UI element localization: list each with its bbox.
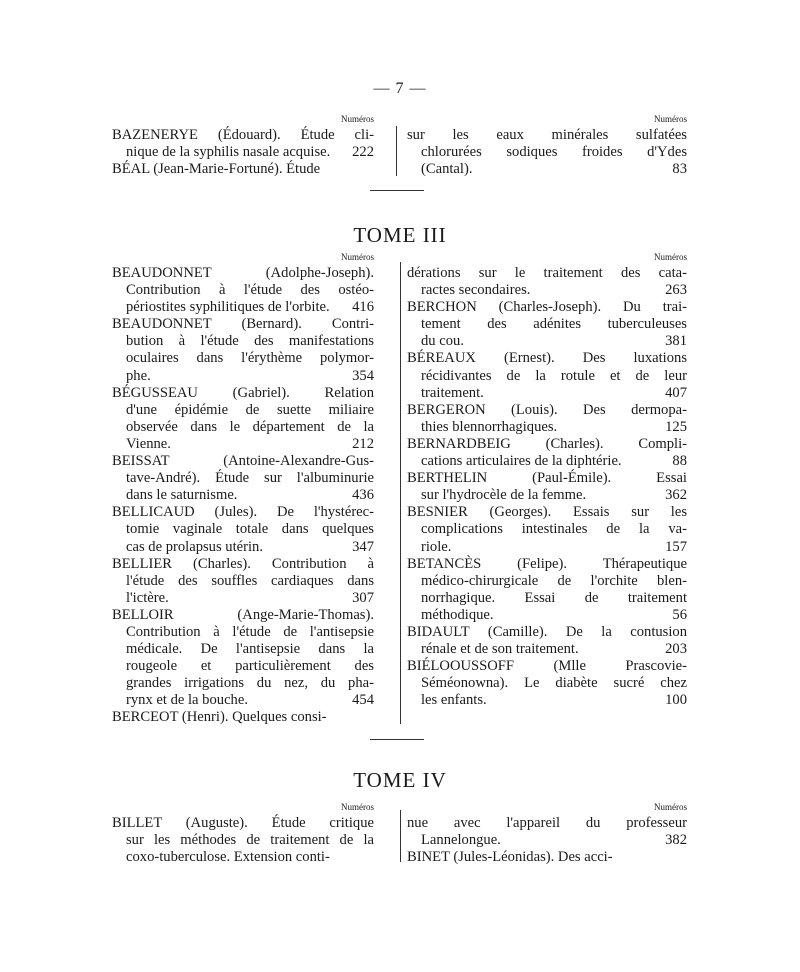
entry-line-text: thies blennorrhagiques. xyxy=(421,418,558,435)
entry-number: 416 xyxy=(352,299,374,316)
numeros-header: Numéros xyxy=(654,252,687,262)
index-entry xyxy=(112,607,374,710)
entry-line: sur les eaux minérales sulfatées xyxy=(407,127,687,143)
entry-last-line xyxy=(407,282,687,299)
section-rule xyxy=(370,190,424,191)
entry-line-text: méthodique. xyxy=(421,606,494,623)
entry-line: BELLOIR (Ange-Marie-Thomas). xyxy=(112,606,374,623)
section-1-right-column xyxy=(407,252,687,709)
entry-line-text: du cou. xyxy=(421,333,464,350)
entry-line-text: rénale et de son traitement. xyxy=(421,641,579,658)
section-2-left-column xyxy=(112,802,374,866)
entry-line: tomie vaginale totale dans quelques xyxy=(126,521,374,538)
entry-number: 382 xyxy=(665,832,687,849)
entry-number: 381 xyxy=(665,333,687,350)
index-entry xyxy=(407,436,687,470)
entry-number: 362 xyxy=(665,487,687,504)
numeros-header: Numéros xyxy=(341,802,374,812)
entry-last-line xyxy=(112,299,374,316)
entry-line: Contribution à l'étude de l'antisepsie xyxy=(126,623,374,640)
column-divider xyxy=(396,126,397,176)
section-0-left-column xyxy=(112,114,374,178)
entry-line-text: phe. xyxy=(126,367,151,384)
numeros-header: Numéros xyxy=(654,114,687,124)
entry-line-text: rynx et de la bouche. xyxy=(126,692,248,709)
entry-last-line xyxy=(407,333,687,350)
entry-last-line xyxy=(112,539,374,556)
entry-line: grandes irrigations du nez, du pha- xyxy=(126,675,374,692)
entry-line: BEAUDONNET (Adolphe-Joseph). xyxy=(112,265,374,281)
entry-line: d'une épidémie de suette miliaire xyxy=(126,401,374,418)
entry-number: 263 xyxy=(665,282,687,299)
entry-number: 100 xyxy=(665,692,687,709)
entry-line: BILLET (Auguste). Étude critique xyxy=(112,815,374,831)
index-entry xyxy=(112,453,374,504)
index-entry xyxy=(407,658,687,709)
entry-number: 407 xyxy=(665,384,687,401)
entry-line-text: les enfants. xyxy=(421,692,487,709)
entry-line: BÉGUSSEAU (Gabriel). Relation xyxy=(112,384,374,401)
entry-line: BESNIER (Georges). Essais sur les xyxy=(407,504,687,521)
page-number: — 7 — xyxy=(373,80,427,97)
index-entry xyxy=(407,402,687,436)
index-entry xyxy=(407,849,687,866)
entry-line: l'étude des souffles cardiaques dans xyxy=(126,572,374,589)
section-rule xyxy=(370,739,424,740)
entry-number: 83 xyxy=(672,161,687,178)
entry-line: BEISSAT (Antoine-Alexandre-Gus- xyxy=(112,453,374,470)
entry-last-line xyxy=(112,144,374,161)
entry-line: sur les méthodes de traitement de la xyxy=(126,832,374,849)
numeros-header: Numéros xyxy=(341,114,374,124)
entry-number: 347 xyxy=(352,538,374,555)
entry-line: BINET (Jules-Léonidas). Des acci- xyxy=(407,849,613,866)
entry-last-line xyxy=(407,641,687,658)
index-entry xyxy=(407,504,687,555)
entry-last-line xyxy=(407,453,687,470)
entry-last-line xyxy=(407,607,687,624)
column-divider xyxy=(400,262,401,724)
entry-line: récidivantes de la rotule et de leur xyxy=(421,367,687,384)
index-entry xyxy=(112,127,374,161)
index-entry xyxy=(407,265,687,299)
entry-number: 56 xyxy=(672,606,687,623)
entry-line: norrhagique. Essai de traitement xyxy=(421,589,687,606)
entry-line: médicale. De l'antisepsie dans la xyxy=(126,641,374,658)
section-0-right-column xyxy=(407,114,687,178)
section-2-right-column xyxy=(407,802,687,866)
entry-line: tement des adénites tuberculeuses xyxy=(421,316,687,333)
entry-number: 125 xyxy=(665,418,687,435)
index-entry xyxy=(407,127,687,178)
entry-last-line xyxy=(112,487,374,504)
entry-line-text: cas de prolapsus utérin. xyxy=(126,538,263,555)
index-entry xyxy=(112,385,374,453)
section-title-tome-iv: TOME IV xyxy=(353,768,447,792)
entry-line: BERCEOT (Henri). Quelques consi- xyxy=(112,709,327,726)
index-entry xyxy=(407,556,687,624)
entry-line: chlorurées sodiques froides d'Ydes xyxy=(421,144,687,161)
entry-line: nue avec l'appareil du professeur xyxy=(407,815,687,831)
entry-line-text: (Cantal). xyxy=(421,161,473,178)
entry-line: BERGERON (Louis). Des dermopa- xyxy=(407,401,687,418)
entry-number: 157 xyxy=(665,538,687,555)
section-title-tome-iii: TOME III xyxy=(353,223,447,247)
entry-line-text: traitement. xyxy=(421,384,484,401)
entry-number: 454 xyxy=(352,692,374,709)
entry-last-line xyxy=(407,161,687,178)
entry-line: BIDAULT (Camille). De la contusion xyxy=(407,623,687,640)
entry-line: BETANCÈS (Felipe). Thérapeutique xyxy=(407,555,687,572)
entry-line-text: dans le saturnisme. xyxy=(126,487,238,504)
entry-line-text: ractes secondaires. xyxy=(421,282,531,299)
entry-number: 307 xyxy=(352,589,374,606)
index-entry xyxy=(407,624,687,658)
entry-line: BÉAL (Jean-Marie-Fortuné). Étude xyxy=(112,161,321,178)
entry-number: 88 xyxy=(672,453,687,470)
entry-line: BELLICAUD (Jules). De l'hystérec- xyxy=(112,504,374,521)
entry-line: coxo-tuberculose. Extension conti- xyxy=(126,849,330,866)
entry-number: 354 xyxy=(352,367,374,384)
entry-line: Séméonowna). Le diabète sucré chez xyxy=(421,675,687,692)
entry-line: oculaires dans l'érythème polymor- xyxy=(126,350,374,367)
index-entry xyxy=(407,299,687,350)
entry-line-text: Vienne. xyxy=(126,435,171,452)
entry-number: 436 xyxy=(352,487,374,504)
entry-last-line xyxy=(407,832,687,849)
entry-line-text: cations articulaires de la diphtérie. xyxy=(421,453,622,470)
numeros-header: Numéros xyxy=(341,252,374,262)
index-entry xyxy=(112,161,374,178)
index-entry xyxy=(112,316,374,384)
entry-line-text: périostites syphilitiques de l'orbite. xyxy=(126,299,330,316)
entry-number: 222 xyxy=(352,144,374,161)
index-entry xyxy=(407,470,687,504)
entry-line: BÉREAUX (Ernest). Des luxations xyxy=(407,350,687,367)
entry-line: BELLIER (Charles). Contribution à xyxy=(112,555,374,572)
entry-last-line xyxy=(407,419,687,436)
index-entry xyxy=(112,815,374,866)
entry-line: observée dans le département de la xyxy=(126,418,374,435)
index-entry xyxy=(112,556,374,607)
column-divider xyxy=(400,810,401,862)
entry-line-text: riole. xyxy=(421,538,452,555)
index-entry xyxy=(112,709,374,726)
index-entry xyxy=(112,265,374,316)
entry-number: 203 xyxy=(665,641,687,658)
numeros-header: Numéros xyxy=(654,802,687,812)
entry-line-text: nique de la syphilis nasale acquise. xyxy=(126,144,331,161)
entry-line: rougeole et particulièrement des xyxy=(126,658,374,675)
entry-last-line xyxy=(407,385,687,402)
entry-line-text: Lannelongue. xyxy=(421,832,501,849)
entry-line: complications intestinales de la va- xyxy=(421,521,687,538)
entry-line: bution à l'étude des manifestations xyxy=(126,333,374,350)
entry-line-text: sur l'hydrocèle de la femme. xyxy=(421,487,587,504)
entry-line: BERNARDBEIG (Charles). Compli- xyxy=(407,435,687,452)
entry-line: BERCHON (Charles-Joseph). Du trai- xyxy=(407,299,687,316)
index-entry xyxy=(407,815,687,849)
entry-last-line xyxy=(407,539,687,556)
index-entry xyxy=(112,504,374,555)
entry-line: BERTHELIN (Paul-Émile). Essai xyxy=(407,470,687,487)
index-entry xyxy=(407,350,687,401)
section-1-left-column xyxy=(112,252,374,727)
entry-last-line xyxy=(112,692,374,709)
entry-line: BIÉLOOUSSOFF (Mlle Prascovie- xyxy=(407,658,687,675)
entry-line: BEAUDONNET (Bernard). Contri- xyxy=(112,316,374,333)
entry-last-line xyxy=(112,368,374,385)
entry-last-line xyxy=(407,487,687,504)
entry-line: Contribution à l'étude des ostéo- xyxy=(126,282,374,299)
entry-line: médico-chirurgicale de l'orchite blen- xyxy=(421,572,687,589)
entry-last-line xyxy=(112,590,374,607)
entry-last-line xyxy=(407,692,687,709)
entry-number: 212 xyxy=(352,435,374,452)
entry-line: tave-André). Étude sur l'albuminurie xyxy=(126,470,374,487)
entry-line: dérations sur le traitement des cata- xyxy=(407,265,687,281)
entry-last-line xyxy=(112,436,374,453)
entry-line: BAZENERYE (Édouard). Étude cli- xyxy=(112,127,374,143)
entry-line-text: l'ictère. xyxy=(126,589,169,606)
